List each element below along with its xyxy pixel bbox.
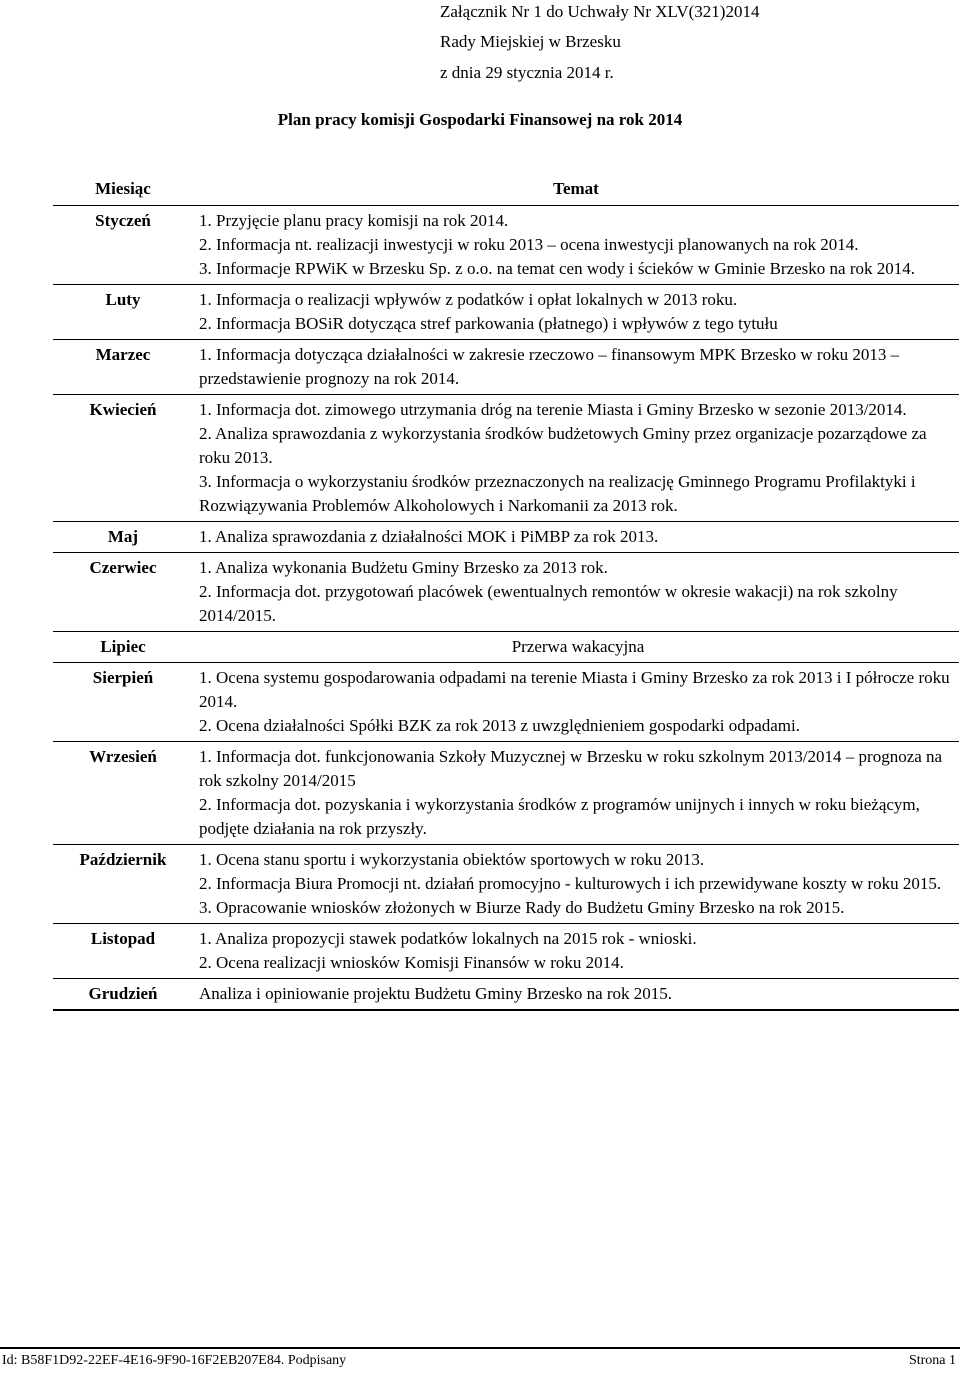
footer-divider — [0, 1347, 960, 1349]
topic-cell — [193, 742, 959, 845]
topic-cell — [193, 924, 959, 979]
topic-item: 2. Ocena działalności Spółki BZK za rok 2013 z uwzględnieniem gospodarki odpadami. — [199, 716, 800, 735]
topic-item: 1. Informacja dot. funkcjonowania Szkoły Muzycznej w Brzesku w roku szkolnym 2013/2014 – prognoza na rok szkolny 2014/2015 — [199, 747, 943, 790]
topic-cell — [193, 553, 959, 632]
page-number: Strona 1 — [908, 1353, 956, 1368]
attachment-heading: Załącznik Nr 1 do Uchwały Nr XLV(321)2014 — [440, 2, 760, 21]
topic-item: 2. Analiza sprawozdania z wykorzystania środków budżetowych Gminy przez organizacje pozarządowe za roku 2013. — [199, 424, 927, 467]
table-row — [53, 632, 959, 663]
topic-item: 1. Analiza sprawozdania z działalności MOK i PiMBP za rok 2013. — [199, 527, 659, 546]
topic-cell — [193, 663, 959, 742]
topic-item: Analiza i opiniowanie projektu Budżetu Gminy Brzesko na rok 2015. — [199, 984, 673, 1003]
topic-item: 1. Analiza propozycji stawek podatków lokalnych na 2015 rok - wnioski. — [199, 929, 697, 948]
table-row — [53, 845, 959, 924]
council-name: Rady Miejskiej w Brzesku — [440, 32, 621, 51]
summer-break-note: Przerwa wakacyjna — [511, 637, 645, 656]
document-id: Id: B58F1D92-22EF-4E16-9F90-16F2EB207E84. Podpisany — [2, 1353, 347, 1368]
topic-item: 3. Opracowanie wniosków złożonych w Biurze Rady do Budżetu Gminy Brzesko na rok 2015. — [199, 898, 845, 917]
topic-item: 1. Ocena systemu gospodarowania odpadami na terenie Miasta i Gminy Brzesko za rok 2013 i I półrocze roku 2014. — [199, 668, 950, 711]
table-row — [53, 285, 959, 340]
month-cell: Grudzień — [88, 984, 158, 1003]
topic-item: 1. Ocena stanu sportu i wykorzystania obiektów sportowych w roku 2013. — [199, 850, 705, 869]
table-row — [53, 924, 959, 979]
month-cell: Listopad — [90, 929, 156, 948]
table-row — [53, 206, 959, 285]
table-header-row — [53, 177, 959, 206]
topic-cell — [193, 979, 959, 1011]
plan-table — [53, 177, 959, 1011]
topic-item: 3. Informacja o wykorzystaniu środków przeznaczonych na realizację Gminnego Programu Profilaktyki i Rozwiązywania Problemów Alkoholowych i Narkomanii za 2013 rok. — [199, 472, 916, 515]
topic-cell — [193, 285, 959, 340]
topic-item: 1. Informacja o realizacji wpływów z podatków i opłat lokalnych w 2013 roku. — [199, 290, 738, 309]
topic-cell — [193, 206, 959, 285]
topic-item: 1. Przyjęcie planu pracy komisji na rok 2014. — [199, 211, 509, 230]
plan-table-body — [53, 206, 959, 1011]
table-row — [53, 522, 959, 553]
month-cell: Luty — [105, 290, 141, 309]
topic-cell — [193, 845, 959, 924]
topic-item: 1. Informacja dot. zimowego utrzymania dróg na terenie Miasta i Gminy Brzesko w sezonie 2013/2014. — [199, 400, 907, 419]
topic-item: 1. Analiza wykonania Budżetu Gminy Brzesko za 2013 rok. — [199, 558, 608, 577]
month-cell: Marzec — [95, 345, 151, 364]
table-row — [53, 395, 959, 522]
month-cell: Styczeń — [95, 211, 151, 230]
month-cell: Czerwiec — [89, 558, 157, 577]
topic-cell — [193, 632, 959, 663]
month-cell: Maj — [107, 527, 139, 546]
topic-item: 2. Ocena realizacji wniosków Komisji Finansów w roku 2014. — [199, 953, 624, 972]
table-row — [53, 553, 959, 632]
topic-column-header: Temat — [193, 177, 959, 206]
topic-item: 2. Informacja dot. przygotowań placówek (ewentualnych remontów w okresie wakacji) na rok szkolny 2014/2015. — [199, 582, 898, 625]
topic-item: 2. Informacja Biura Promocji nt. działań promocyjno - kulturowych i ich przewidywane koszty w roku 2015. — [199, 874, 942, 893]
topic-cell — [193, 395, 959, 522]
month-cell: Wrzesień — [89, 747, 157, 766]
topic-item: 2. Informacja BOSiR dotycząca stref parkowania (płatnego) i wpływów z tego tytułu — [199, 314, 778, 333]
topic-cell — [193, 522, 959, 553]
topic-item: 2. Informacja nt. realizacji inwestycji w roku 2013 – ocena inwestycji planowanych na rok 2014. — [199, 235, 859, 254]
month-cell: Kwiecień — [89, 400, 157, 419]
resolution-date: z dnia 29 stycznia 2014 r. — [440, 63, 614, 82]
topic-item: 2. Informacja dot. pozyskania i wykorzystania środków z programów unijnych i innych w roku bieżącym, podjęte działania na rok przyszły. — [199, 795, 920, 838]
document-title: Plan pracy komisji Gospodarki Finansowej na rok 2014 — [277, 110, 683, 129]
month-cell: Październik — [79, 850, 167, 869]
month-cell: Sierpień — [92, 668, 154, 687]
topic-cell — [193, 340, 959, 395]
topic-item: 1. Informacja dotycząca działalności w zakresie rzeczowo – finansowym MPK Brzesko w roku 2013 – przedstawienie prognozy na rok 2014. — [199, 345, 900, 388]
topic-item: 3. Informacje RPWiK w Brzesku Sp. z o.o. na temat cen wody i ścieków w Gminie Brzesko na rok 2014. — [199, 259, 915, 278]
table-row — [53, 340, 959, 395]
table-row — [53, 742, 959, 845]
month-cell: Lipiec — [100, 637, 146, 656]
table-row — [53, 663, 959, 742]
table-row — [53, 979, 959, 1011]
month-column-header: Miesiąc — [53, 177, 193, 206]
